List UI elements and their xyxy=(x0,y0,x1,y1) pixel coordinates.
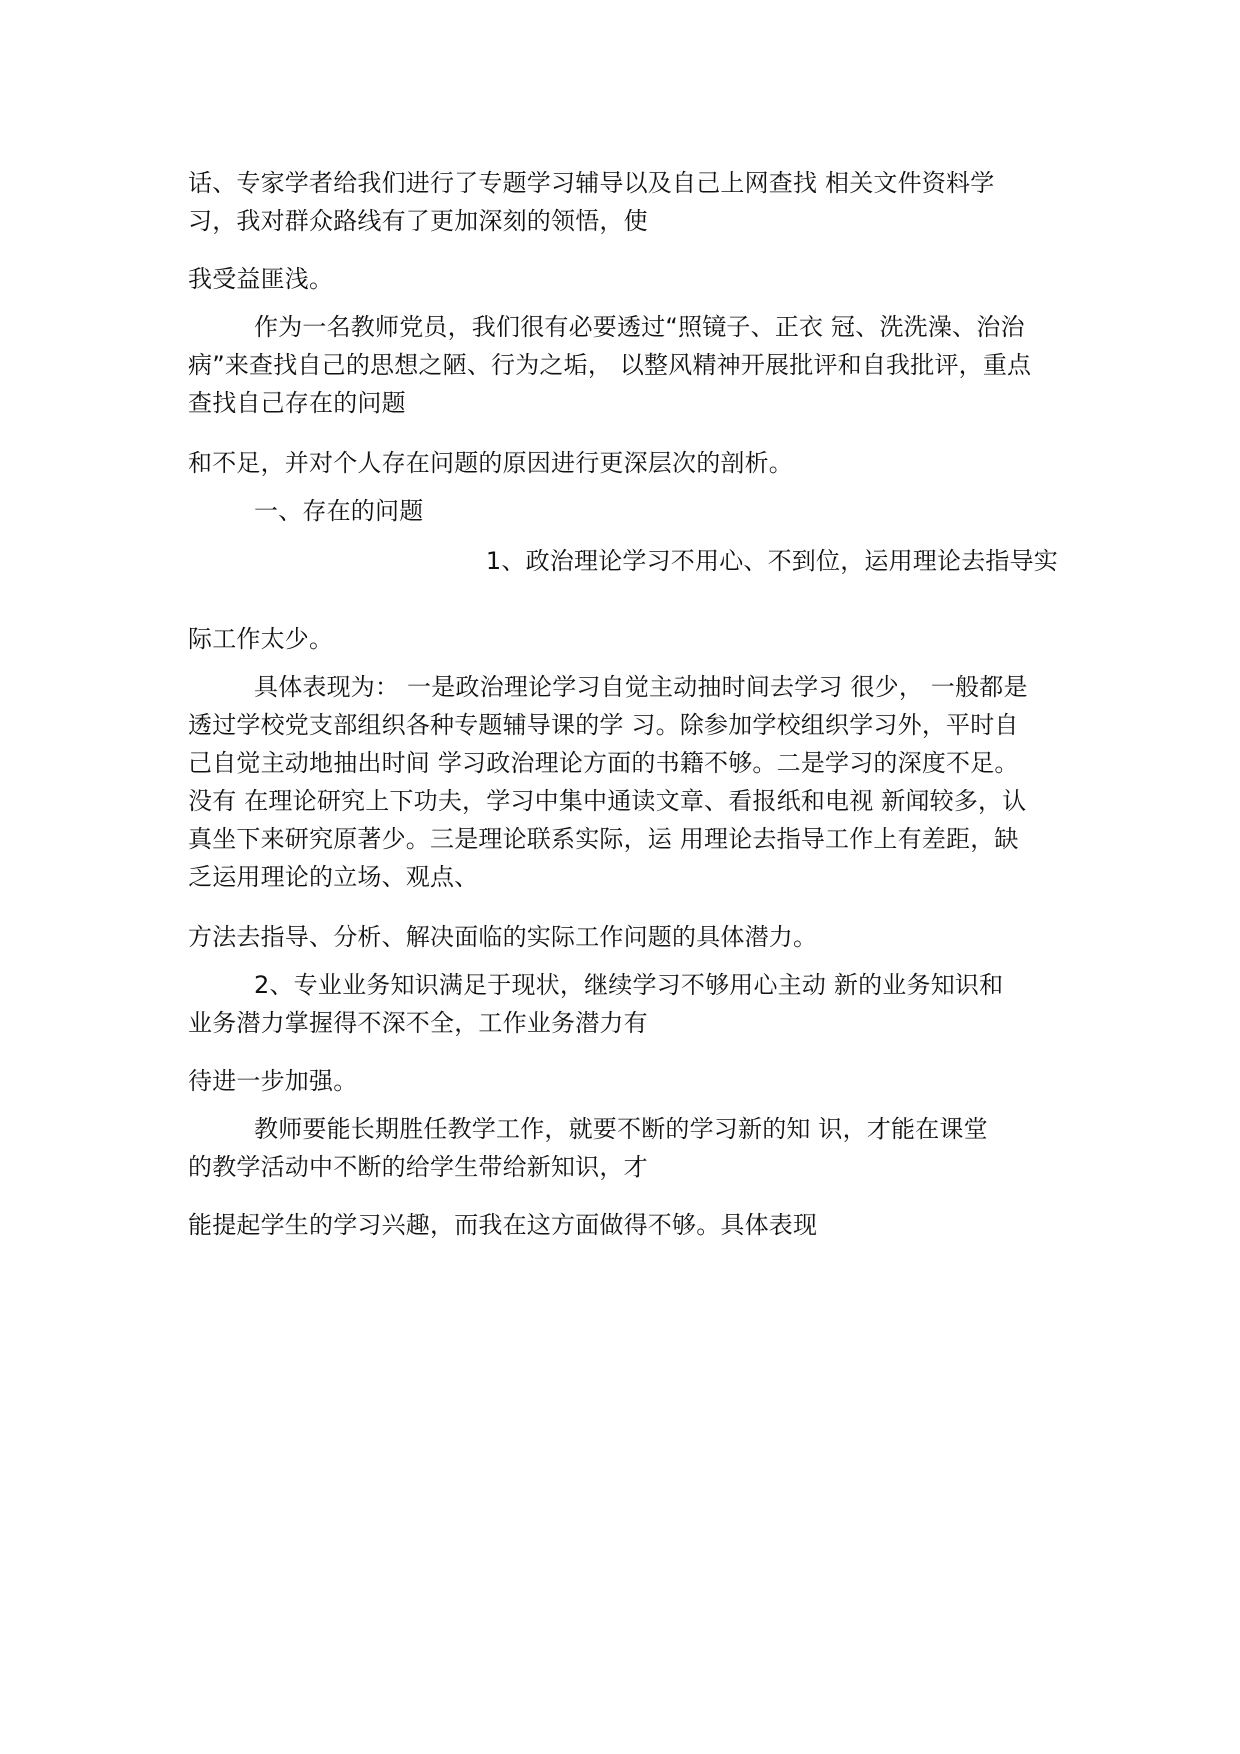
text-line: 透过学校党支部组织各种专题辅导课的学 习。除参加学校组织学习外，平时自 xyxy=(188,711,1019,739)
text-line: 一、存在的问题 xyxy=(254,497,424,525)
text-line: 具体表现为： 一是政治理论学习自觉主动抽时间去学习 很少， 一般都是 xyxy=(254,673,1028,701)
paragraph-specific-manifestations xyxy=(188,668,1058,896)
item-one-heading xyxy=(188,542,1058,580)
text-line: 乏运用理论的立场、观点、 xyxy=(188,863,479,891)
text-line: 际工作太少。 xyxy=(188,625,334,653)
text-line: 没有 在理论研究上下功夫，学习中集中通读文章、看报纸和电视 新闻较多，认 xyxy=(188,787,1027,815)
paragraph-continued-intro xyxy=(188,164,1058,240)
item-two-heading xyxy=(188,966,1058,1042)
text-line: 己自觉主动地抽出时间 学习政治理论方面的书籍不够。二是学习的深度不足。 xyxy=(188,749,1019,777)
text-line: 查找自己存在的问题 xyxy=(188,389,406,417)
text-line: 真坐下来研究原著少。三是理论联系实际，运 用理论去指导工作上有差距，缺 xyxy=(188,825,1019,853)
text-line: 我受益匪浅。 xyxy=(188,265,334,293)
text-line: 作为一名教师党员，我们很有必要透过“照镜子、正衣 冠、洗洗澡、治治 xyxy=(254,313,1025,341)
item-two-heading-continued xyxy=(188,1062,1058,1100)
section-heading-problems xyxy=(188,492,1058,530)
paragraph-methods xyxy=(188,918,1058,956)
text-line: 待进一步加强。 xyxy=(188,1067,358,1095)
paragraph-teacher-learning xyxy=(188,1110,1058,1186)
text-line: 的教学活动中不断的给学生带给新知识，才 xyxy=(188,1153,648,1181)
paragraph-analysis xyxy=(188,444,1058,482)
text-line: 教师要能长期胜任教学工作，就要不断的学习新的知 识，才能在课堂 xyxy=(254,1115,988,1143)
paragraph-benefit xyxy=(188,260,1058,298)
text-line: 话、专家学者给我们进行了专题学习辅导以及自己上网查找 相关文件资料学 xyxy=(188,169,995,197)
text-line: 业务潜力掌握得不深不全，工作业务潜力有 xyxy=(188,1009,648,1037)
text-line: 习，我对群众路线有了更加深刻的领悟，使 xyxy=(188,207,648,235)
item-one-heading-continued xyxy=(188,620,1058,658)
text-line: 能提起学生的学习兴趣，而我在这方面做得不够。具体表现 xyxy=(188,1211,818,1239)
paragraph-self-examination xyxy=(188,308,1058,422)
text-line: 1、政治理论学习不用心、不到位，运用理论去指导实 xyxy=(485,547,1058,575)
text-line: 2、专业业务知识满足于现状，继续学习不够用心主动 新的业务知识和 xyxy=(254,971,1004,999)
text-line: 和不足，并对个人存在问题的原因进行更深层次的剖析。 xyxy=(188,449,793,477)
paragraph-student-interest xyxy=(188,1206,1058,1244)
text-line: 方法去指导、分析、解决面临的实际工作问题的具体潜力。 xyxy=(188,923,818,951)
text-line: 病”来查找自己的思想之陋、行为之垢， 以整风精神开展批评和自我批评，重点 xyxy=(188,351,1032,379)
